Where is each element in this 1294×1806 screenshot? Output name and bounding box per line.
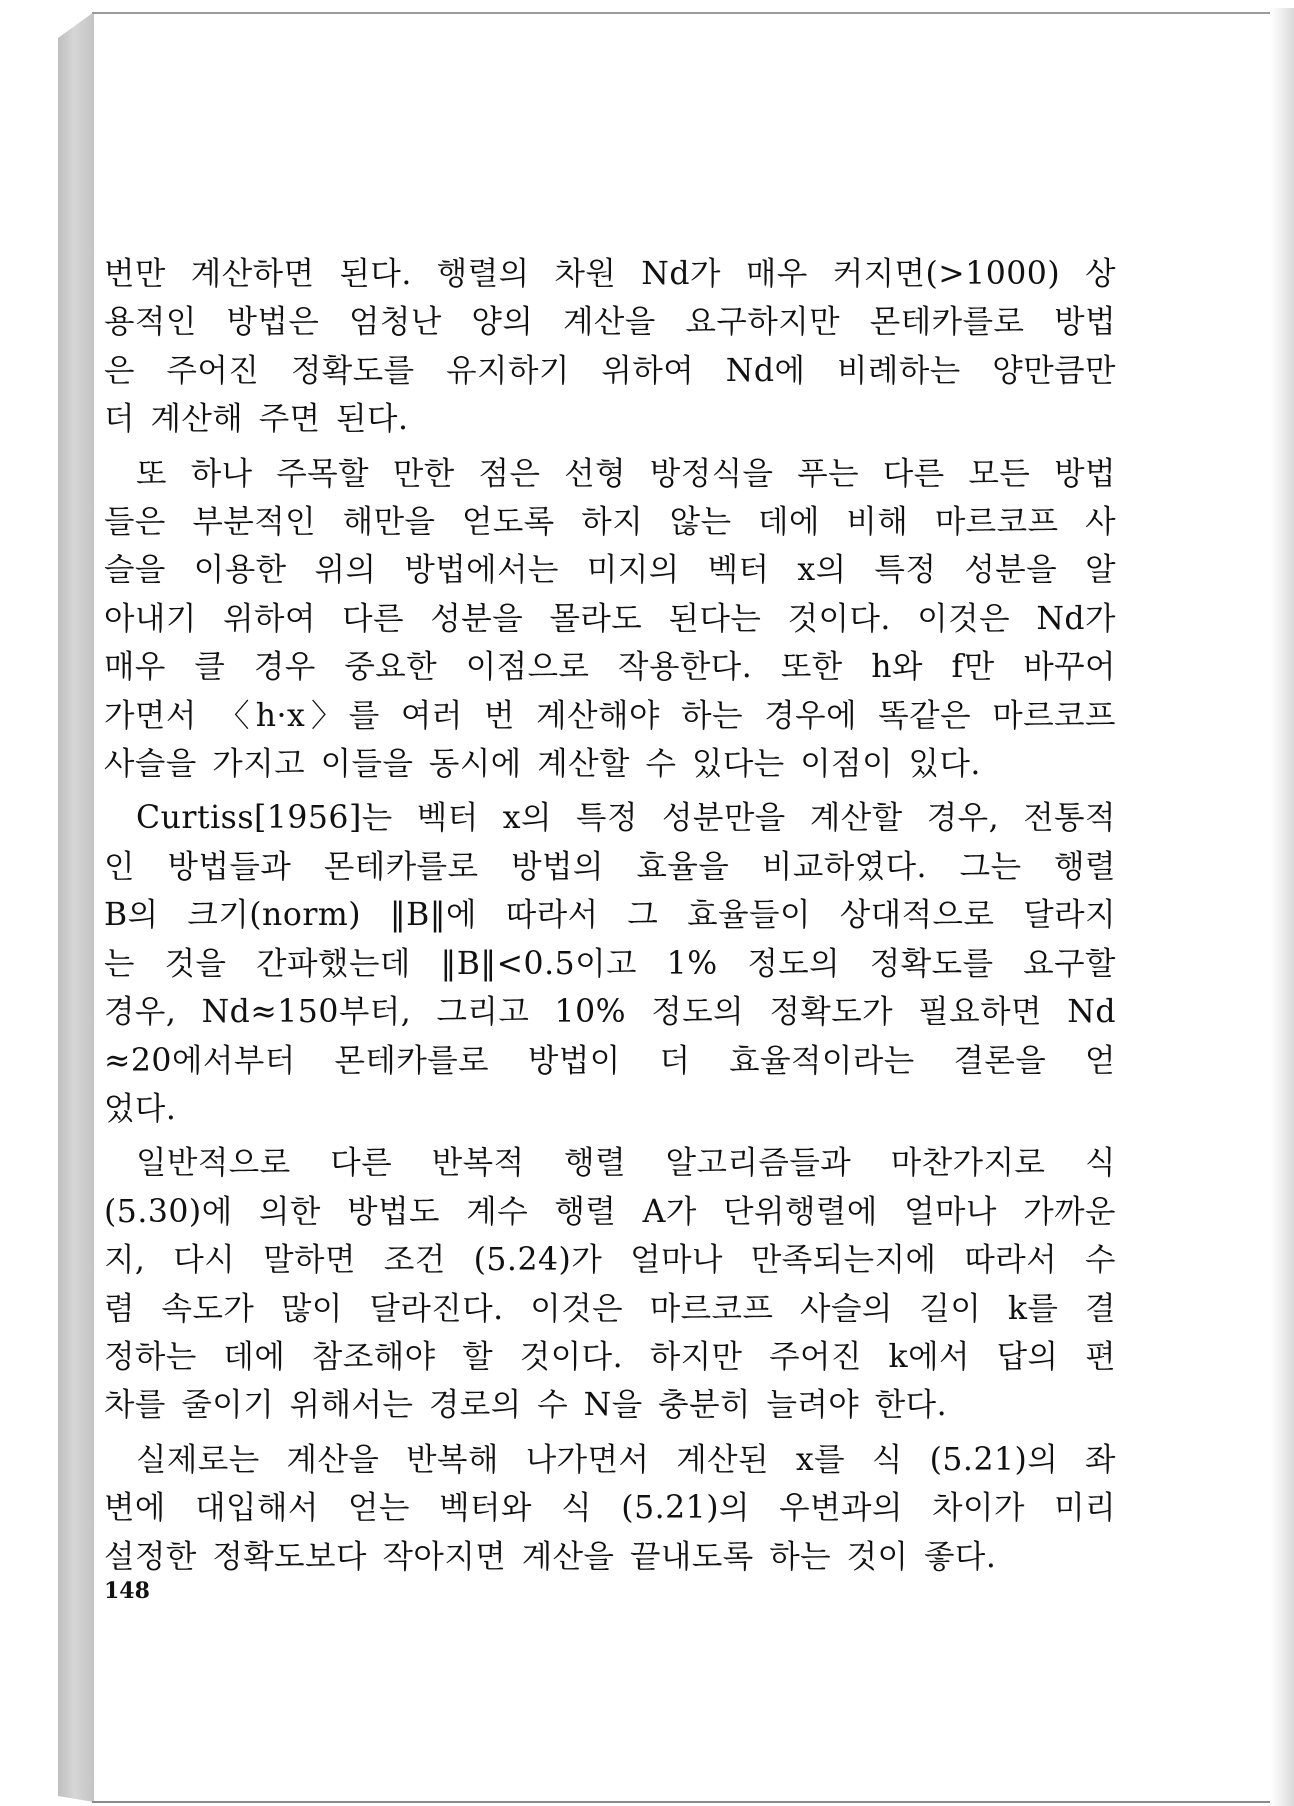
text-line: 는 것을 간파했는데 ‖B‖<0.5이고 1% 정도의 정확도를 요구할: [104, 945, 1116, 982]
page-bottom-edge: [92, 1801, 1272, 1803]
paragraph-3: [104, 794, 1116, 1133]
text-line: 인 방법들과 몬테카를로 방법의 효율을 비교하였다. 그는 행렬: [104, 848, 1116, 885]
text-line: 용적인 방법은 엄청난 양의 계산을 요구하지만 몬테카를로 방법: [104, 304, 1116, 341]
book-spine-edge: [58, 12, 94, 1802]
text-line: 또 하나 주목할 만한 점은 선형 방정식을 푸는 다른 모든 방법: [136, 455, 1116, 492]
text-line: 가면서 〈h·x〉를 여러 번 계산해야 하는 경우에 똑같은 마르코프: [104, 697, 1116, 734]
text-line: 슬을 이용한 위의 방법에서는 미지의 벡터 x의 특정 성분을 알: [104, 552, 1116, 589]
text-line: 일반적으로 다른 반복적 행렬 알고리즘들과 마찬가지로 식: [136, 1145, 1116, 1182]
paragraph-1: [104, 250, 1116, 444]
page-number: 148: [104, 1578, 150, 1604]
text-line: 번만 계산하면 된다. 행렬의 차원 Nd가 매우 커지면(>1000) 상: [104, 256, 1116, 292]
text-line: 정하는 데에 참조해야 할 것이다. 하지만 주어진 k에서 답의 편: [104, 1338, 1116, 1375]
text-line: (5.30)에 의한 방법도 계수 행렬 A가 단위행렬에 얼마나 가까운: [104, 1193, 1116, 1230]
text-line: 었다.: [104, 1090, 177, 1127]
text-line: 변에 대입해서 얻는 벡터와 식 (5.21)의 우변과의 차이가 미리: [104, 1490, 1116, 1527]
paragraph-2: [104, 450, 1116, 789]
text-line: 은 주어진 정확도를 유지하기 위하여 Nd에 비례하는 양만큼만: [104, 352, 1116, 389]
text-line: Curtiss[1956]는 벡터 x의 특정 성분만을 계산할 경우, 전통적: [136, 800, 1116, 837]
paragraph-4: [104, 1139, 1116, 1429]
text-line: 렴 속도가 많이 달라진다. 이것은 마르코프 사슬의 길이 k를 결: [104, 1290, 1116, 1327]
text-line: ≈20에서부터 몬테카를로 방법이 더 효율적이라는 결론을 얻: [104, 1042, 1116, 1079]
text-line: 차를 줄이기 위해서는 경로의 수 N을 충분히 늘려야 한다.: [104, 1387, 948, 1424]
text-line: 더 계산해 주면 된다.: [104, 401, 409, 438]
text-line: 아내기 위하여 다른 성분을 몰라도 된다는 것이다. 이것은 Nd가: [104, 600, 1116, 637]
text-line: 사슬을 가지고 이들을 동시에 계산할 수 있다는 이점이 있다.: [104, 746, 981, 783]
text-line: 경우, Nd≈150부터, 그리고 10% 정도의 정확도가 필요하면 Nd: [104, 994, 1116, 1031]
page-right-edge: [1270, 8, 1294, 1806]
text-line: 들은 부분적인 해만을 얻도록 하지 않는 데에 비해 마르코프 사: [104, 504, 1116, 541]
text-line: 지, 다시 말하면 조건 (5.24)가 얼마나 만족되는지에 따라서 수: [104, 1242, 1116, 1279]
text-line: B의 크기(norm) ‖B‖에 따라서 그 효율들이 상대적으로 달라지: [104, 897, 1116, 934]
paragraph-5: [104, 1436, 1116, 1581]
text-line: 매우 클 경우 중요한 이점으로 작용한다. 또한 h와 f만 바꾸어: [104, 649, 1116, 686]
page-body: [104, 250, 1116, 1581]
text-line: 설정한 정확도보다 작아지면 계산을 끝내도록 하는 것이 좋다.: [104, 1538, 997, 1575]
text-line: 실제로는 계산을 반복해 나가면서 계산된 x를 식 (5.21)의 좌: [136, 1441, 1116, 1478]
